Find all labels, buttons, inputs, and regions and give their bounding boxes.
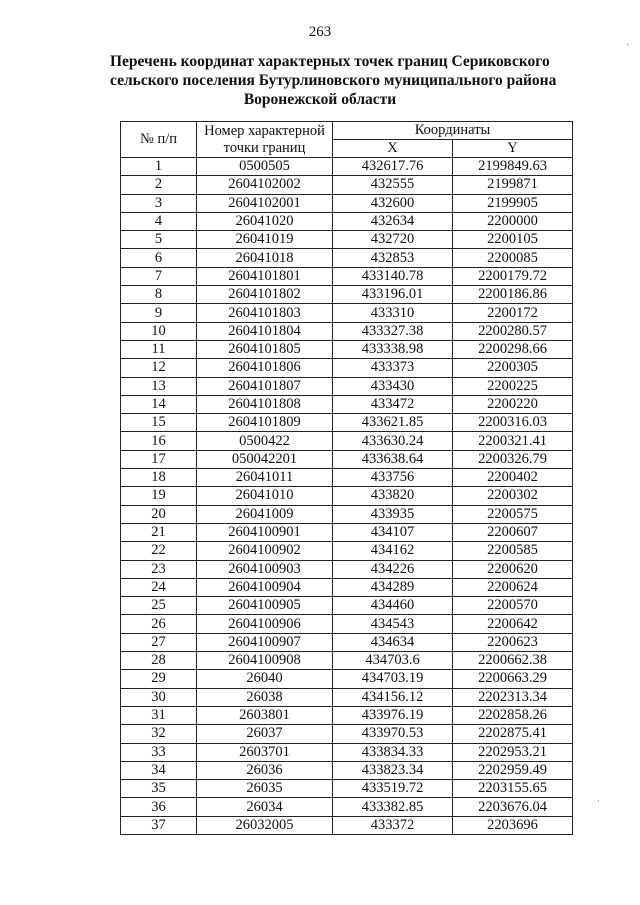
cell-y: 2200298.66 — [453, 340, 573, 358]
cell-num: 24 — [121, 578, 197, 596]
cell-y: 2203696 — [453, 816, 573, 834]
table-row — [121, 542, 573, 560]
table-row — [121, 615, 573, 633]
table-body — [121, 158, 573, 835]
cell-x: 433621.85 — [333, 414, 453, 432]
table-row — [121, 597, 573, 615]
cell-point: 2604102002 — [197, 176, 333, 194]
cell-point: 0500422 — [197, 432, 333, 450]
cell-num: 33 — [121, 743, 197, 761]
table-row — [121, 267, 573, 285]
cell-x: 433373 — [333, 359, 453, 377]
cell-point: 2604101801 — [197, 267, 333, 285]
cell-y: 2202858.26 — [453, 706, 573, 724]
cell-point: 2604101806 — [197, 359, 333, 377]
cell-point: 2604101805 — [197, 340, 333, 358]
cell-num: 10 — [121, 322, 197, 340]
cell-x: 433756 — [333, 469, 453, 487]
cell-x: 433310 — [333, 304, 453, 322]
table-row — [121, 377, 573, 395]
table-row — [121, 761, 573, 779]
cell-x: 433372 — [333, 816, 453, 834]
table-row — [121, 450, 573, 468]
cell-num: 15 — [121, 414, 197, 432]
cell-x: 434543 — [333, 615, 453, 633]
document-title — [110, 52, 557, 109]
title-line-2: сельского поселения Бутурлиновского муниципального района — [110, 72, 557, 89]
cell-x: 433338.98 — [333, 340, 453, 358]
cell-point: 2604101809 — [197, 414, 333, 432]
cell-point: 2604101802 — [197, 286, 333, 304]
cell-point: 26041018 — [197, 249, 333, 267]
cell-point: 2604102001 — [197, 194, 333, 212]
cell-y: 2200280.57 — [453, 322, 573, 340]
scan-speck — [627, 44, 628, 45]
cell-point: 26040 — [197, 670, 333, 688]
cell-y: 2202313.34 — [453, 688, 573, 706]
cell-num: 5 — [121, 231, 197, 249]
cell-y: 2200663.29 — [453, 670, 573, 688]
cell-x: 434107 — [333, 523, 453, 541]
cell-y: 2199849.63 — [453, 158, 573, 176]
cell-point: 26041011 — [197, 469, 333, 487]
cell-num: 26 — [121, 615, 197, 633]
header-coordinates: Координаты — [333, 122, 573, 140]
cell-x: 434156.12 — [333, 688, 453, 706]
cell-y: 2200326.79 — [453, 450, 573, 468]
cell-x: 433970.53 — [333, 725, 453, 743]
cell-num: 1 — [121, 158, 197, 176]
cell-point: 26034 — [197, 798, 333, 816]
cell-num: 12 — [121, 359, 197, 377]
table-row — [121, 816, 573, 834]
table-row — [121, 194, 573, 212]
cell-x: 432600 — [333, 194, 453, 212]
cell-num: 28 — [121, 652, 197, 670]
table-row — [121, 212, 573, 230]
cell-num: 32 — [121, 725, 197, 743]
table-row — [121, 322, 573, 340]
cell-x: 432617.76 — [333, 158, 453, 176]
table-row — [121, 560, 573, 578]
cell-num: 17 — [121, 450, 197, 468]
cell-x: 432720 — [333, 231, 453, 249]
cell-num: 31 — [121, 706, 197, 724]
cell-y: 2202875.41 — [453, 725, 573, 743]
cell-x: 432634 — [333, 212, 453, 230]
table-row — [121, 395, 573, 413]
cell-point: 2604101807 — [197, 377, 333, 395]
cell-x: 433834.33 — [333, 743, 453, 761]
cell-x: 433820 — [333, 487, 453, 505]
table-row — [121, 725, 573, 743]
table-row — [121, 231, 573, 249]
cell-point: 2604100904 — [197, 578, 333, 596]
table-row — [121, 340, 573, 358]
cell-y: 2200624 — [453, 578, 573, 596]
header-point-line-2: точки границ — [223, 139, 306, 156]
table-row — [121, 487, 573, 505]
cell-point: 26035 — [197, 780, 333, 798]
cell-point: 2604100906 — [197, 615, 333, 633]
table-row — [121, 780, 573, 798]
scan-speck — [598, 800, 599, 801]
table-row — [121, 249, 573, 267]
title-line-1: Перечень координат характерных точек границ Сериковского — [110, 53, 550, 70]
cell-num: 20 — [121, 505, 197, 523]
cell-x: 434226 — [333, 560, 453, 578]
cell-num: 37 — [121, 816, 197, 834]
cell-point: 26041010 — [197, 487, 333, 505]
cell-y: 2199905 — [453, 194, 573, 212]
table-row — [121, 176, 573, 194]
cell-y: 2200321.41 — [453, 432, 573, 450]
cell-x: 434703.19 — [333, 670, 453, 688]
title-line-3: Воронежской области — [243, 91, 397, 108]
cell-point: 2604100901 — [197, 523, 333, 541]
cell-num: 8 — [121, 286, 197, 304]
cell-num: 29 — [121, 670, 197, 688]
cell-point: 2604100907 — [197, 633, 333, 651]
cell-y: 2200620 — [453, 560, 573, 578]
cell-y: 2200186.86 — [453, 286, 573, 304]
cell-y: 2200570 — [453, 597, 573, 615]
cell-y: 2200305 — [453, 359, 573, 377]
cell-y: 2200085 — [453, 249, 573, 267]
cell-num: 36 — [121, 798, 197, 816]
cell-y: 2200220 — [453, 395, 573, 413]
cell-point: 2604101803 — [197, 304, 333, 322]
cell-y: 2202953.21 — [453, 743, 573, 761]
cell-point: 26041009 — [197, 505, 333, 523]
cell-point: 2604101804 — [197, 322, 333, 340]
header-x: X — [333, 140, 453, 158]
cell-y: 2200575 — [453, 505, 573, 523]
cell-num: 34 — [121, 761, 197, 779]
table-row — [121, 688, 573, 706]
header-row-number: № п/п — [121, 122, 197, 158]
cell-y: 2200172 — [453, 304, 573, 322]
cell-x: 432853 — [333, 249, 453, 267]
cell-x: 434703.6 — [333, 652, 453, 670]
cell-x: 433638.64 — [333, 450, 453, 468]
cell-point: 26036 — [197, 761, 333, 779]
cell-num: 35 — [121, 780, 197, 798]
table-row — [121, 304, 573, 322]
cell-y: 2200402 — [453, 469, 573, 487]
cell-point: 26037 — [197, 725, 333, 743]
table-row — [121, 743, 573, 761]
cell-point: 2604100902 — [197, 542, 333, 560]
cell-y: 2203676.04 — [453, 798, 573, 816]
cell-point: 26041019 — [197, 231, 333, 249]
cell-x: 432555 — [333, 176, 453, 194]
cell-num: 6 — [121, 249, 197, 267]
cell-y: 2200179.72 — [453, 267, 573, 285]
cell-point: 0500505 — [197, 158, 333, 176]
cell-x: 434289 — [333, 578, 453, 596]
header-point-line-1: Номер характерной — [204, 122, 325, 139]
cell-y: 2200607 — [453, 523, 573, 541]
cell-x: 433196.01 — [333, 286, 453, 304]
table-row — [121, 652, 573, 670]
table-row — [121, 578, 573, 596]
page-number: 263 — [308, 24, 332, 40]
cell-y: 2202959.49 — [453, 761, 573, 779]
table-row — [121, 286, 573, 304]
cell-num: 11 — [121, 340, 197, 358]
cell-y: 2200585 — [453, 542, 573, 560]
table-row — [121, 798, 573, 816]
table-row — [121, 469, 573, 487]
cell-point: 26032005 — [197, 816, 333, 834]
cell-x: 433327.38 — [333, 322, 453, 340]
cell-x: 433430 — [333, 377, 453, 395]
cell-num: 9 — [121, 304, 197, 322]
cell-y: 2203155.65 — [453, 780, 573, 798]
cell-point: 2604100908 — [197, 652, 333, 670]
cell-x: 433935 — [333, 505, 453, 523]
cell-point: 2603801 — [197, 706, 333, 724]
coordinates-table — [120, 121, 573, 835]
cell-num: 4 — [121, 212, 197, 230]
cell-x: 434460 — [333, 597, 453, 615]
cell-x: 433630.24 — [333, 432, 453, 450]
cell-point: 26041020 — [197, 212, 333, 230]
cell-num: 21 — [121, 523, 197, 541]
cell-point: 2604100903 — [197, 560, 333, 578]
cell-y: 2200316.03 — [453, 414, 573, 432]
header-y: Y — [453, 140, 573, 158]
table-row — [121, 359, 573, 377]
header-point-number — [197, 122, 333, 158]
cell-x: 433472 — [333, 395, 453, 413]
table-row — [121, 633, 573, 651]
cell-x: 433976.19 — [333, 706, 453, 724]
cell-x: 433140.78 — [333, 267, 453, 285]
cell-y: 2200623 — [453, 633, 573, 651]
cell-num: 25 — [121, 597, 197, 615]
cell-num: 2 — [121, 176, 197, 194]
cell-num: 19 — [121, 487, 197, 505]
cell-num: 3 — [121, 194, 197, 212]
cell-y: 2200662.38 — [453, 652, 573, 670]
cell-x: 433823.34 — [333, 761, 453, 779]
cell-num: 7 — [121, 267, 197, 285]
cell-point: 26038 — [197, 688, 333, 706]
cell-y: 2200225 — [453, 377, 573, 395]
cell-num: 16 — [121, 432, 197, 450]
table-row — [121, 706, 573, 724]
cell-x: 433519.72 — [333, 780, 453, 798]
table-row — [121, 670, 573, 688]
cell-x: 434634 — [333, 633, 453, 651]
table-row — [121, 505, 573, 523]
cell-point: 2603701 — [197, 743, 333, 761]
cell-num: 30 — [121, 688, 197, 706]
cell-num: 23 — [121, 560, 197, 578]
table-row — [121, 158, 573, 176]
cell-num: 14 — [121, 395, 197, 413]
cell-y: 2200302 — [453, 487, 573, 505]
cell-num: 18 — [121, 469, 197, 487]
cell-point: 2604101808 — [197, 395, 333, 413]
cell-y: 2200642 — [453, 615, 573, 633]
cell-x: 433382.85 — [333, 798, 453, 816]
table-row — [121, 523, 573, 541]
table-row — [121, 414, 573, 432]
cell-num: 13 — [121, 377, 197, 395]
cell-point: 2604100905 — [197, 597, 333, 615]
cell-y: 2199871 — [453, 176, 573, 194]
cell-num: 22 — [121, 542, 197, 560]
cell-point: 050042201 — [197, 450, 333, 468]
cell-num: 27 — [121, 633, 197, 651]
table-row — [121, 432, 573, 450]
cell-y: 2200000 — [453, 212, 573, 230]
cell-y: 2200105 — [453, 231, 573, 249]
cell-x: 434162 — [333, 542, 453, 560]
